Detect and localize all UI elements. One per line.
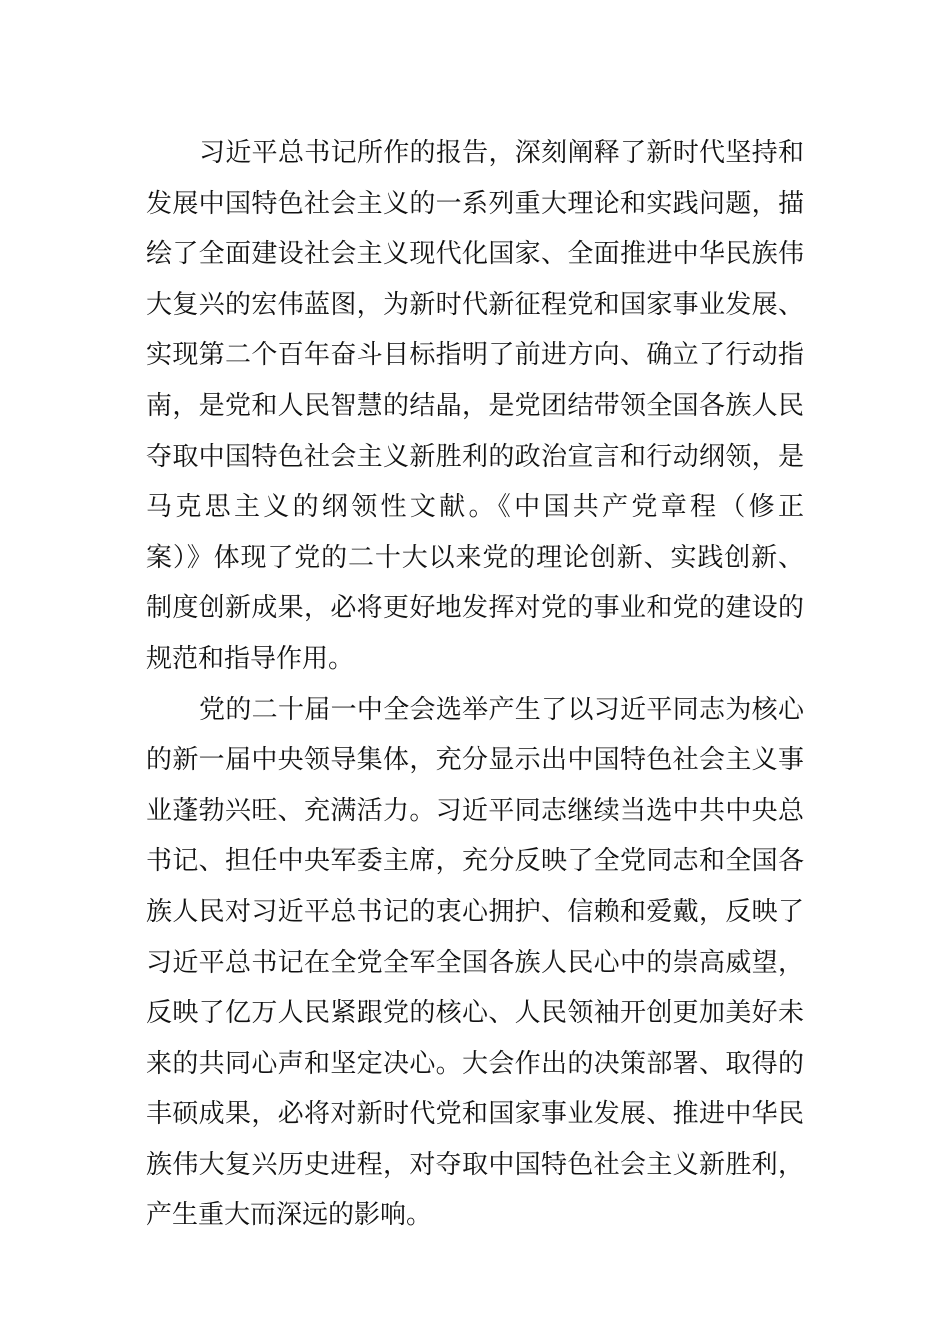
paragraph-line: 业蓬勃兴旺、充满活力。习近平同志继续当选中共中央总 xyxy=(146,795,804,826)
paragraph-line: 南，是党和人民智慧的结晶，是党团结带领全国各族人民 xyxy=(146,390,804,421)
document-page xyxy=(146,128,804,1241)
paragraph-line: 的新一届中央领导集体，充分显示出中国特色社会主义事 xyxy=(146,745,804,776)
paragraph-line: 反映了亿万人民紧跟党的核心、人民领袖开创更加美好未 xyxy=(146,998,804,1029)
paragraph-line: 来的共同心声和坚定决心。大会作出的决策部署、取得的 xyxy=(146,1048,804,1079)
paragraph-line: 产生重大而深远的影响。 xyxy=(146,1200,433,1231)
paragraph-line: 大复兴的宏伟蓝图，为新时代新征程党和国家事业发展、 xyxy=(146,289,804,320)
paragraph-line: 丰硕成果，必将对新时代党和国家事业发展、推进中华民 xyxy=(146,1099,804,1130)
paragraph-line: 实现第二个百年奋斗目标指明了前进方向、确立了行动指 xyxy=(146,340,804,371)
paragraph-line: 党的二十届一中全会选举产生了以习近平同志为核心 xyxy=(199,694,804,725)
paragraph-line: 习近平总书记在全党全军全国各族人民心中的崇高威望， xyxy=(146,947,804,978)
paragraph-2 xyxy=(146,685,804,1242)
paragraph-1 xyxy=(146,128,804,685)
paragraph-line: 案）》体现了党的二十大以来党的理论创新、实践创新、 xyxy=(146,542,804,573)
paragraph-line: 书记、担任中央军委主席，充分反映了全党同志和全国各 xyxy=(146,846,804,877)
paragraph-line: 发展中国特色社会主义的一系列重大理论和实践问题，描 xyxy=(146,188,804,219)
paragraph-line: 习近平总书记所作的报告，深刻阐释了新时代坚持和 xyxy=(199,138,804,168)
paragraph-line: 族伟大复兴历史进程，对夺取中国特色社会主义新胜利， xyxy=(146,1149,804,1180)
paragraph-line: 族人民对习近平总书记的衷心拥护、信赖和爱戴，反映了 xyxy=(146,896,804,927)
paragraph-line: 规范和指导作用。 xyxy=(146,643,355,674)
paragraph-line: 马克思主义的纲领性文献。《中国共产党章程（修正 xyxy=(146,492,804,523)
paragraph-line: 夺取中国特色社会主义新胜利的政治宣言和行动纲领，是 xyxy=(146,441,804,472)
paragraph-line: 绘了全面建设社会主义现代化国家、全面推进中华民族伟 xyxy=(146,239,804,270)
paragraph-line: 制度创新成果，必将更好地发挥对党的事业和党的建设的 xyxy=(146,593,804,624)
